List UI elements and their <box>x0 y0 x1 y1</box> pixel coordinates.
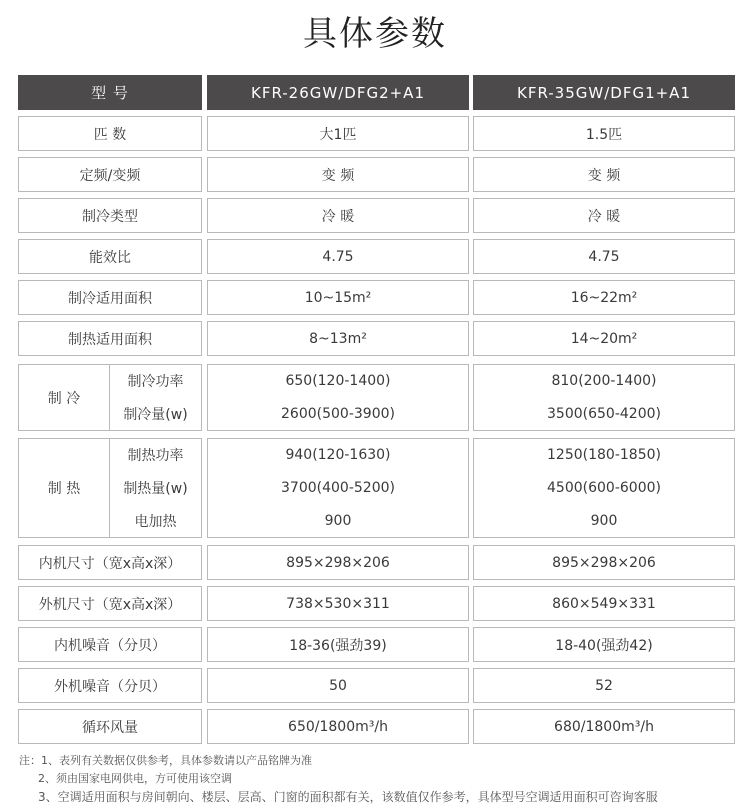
heating-group-label: 制 热 <box>18 438 110 538</box>
row-value-cool-area-a: 10~15m² <box>207 280 469 315</box>
row-value-type-a: 冷 暖 <box>207 198 469 233</box>
cooling-capacity-b: 3500(650-4200) <box>473 397 735 431</box>
row-label-outdoor-noise: 外机噪音（分贝） <box>18 668 202 703</box>
row-label-airflow: 循环风量 <box>18 709 202 744</box>
row-value-heat-area-a: 8~13m² <box>207 321 469 356</box>
heating-power-label: 制热功率 <box>109 438 202 472</box>
footnote-3: 3、空调适用面积与房间朝向、楼层、层高、门窗的面积都有关，该数值仅作参考，具体型号空调适用面积可咨询客服 <box>38 790 658 804</box>
cooling-capacity-a: 2600(500-3900) <box>207 397 469 431</box>
heating-power-a: 940(120-1630) <box>207 438 469 472</box>
row-value-heat-area-b: 14~20m² <box>473 321 735 356</box>
heating-capacity-label: 制热量(w) <box>109 471 202 505</box>
row-label-cool-area: 制冷适用面积 <box>18 280 202 315</box>
heating-electric-label: 电加热 <box>109 504 202 538</box>
heating-electric-a: 900 <box>207 504 469 538</box>
row-value-horsepower-b: 1.5匹 <box>473 116 735 151</box>
heating-capacity-a: 3700(400-5200) <box>207 471 469 505</box>
row-label-horsepower: 匹 数 <box>18 116 202 151</box>
cooling-power-label: 制冷功率 <box>109 364 202 398</box>
row-label-type: 制冷类型 <box>18 198 202 233</box>
row-value-indoor-noise-a: 18-36(强劲39) <box>207 627 469 662</box>
row-value-outdoor-noise-b: 52 <box>473 668 735 703</box>
row-value-outdoor-noise-a: 50 <box>207 668 469 703</box>
footnote-2: 2、须由国家电网供电，方可使用该空调 <box>38 772 232 785</box>
header-label: 型 号 <box>18 75 202 110</box>
header-model-a: KFR-26GW/DFG2+A1 <box>207 75 469 110</box>
row-label-indoor-size: 内机尺寸（宽x高x深） <box>18 545 202 580</box>
row-value-freq-a: 变 频 <box>207 157 469 192</box>
row-value-type-b: 冷 暖 <box>473 198 735 233</box>
footnotes <box>19 752 658 806</box>
row-value-horsepower-a: 大1匹 <box>207 116 469 151</box>
row-value-freq-b: 变 频 <box>473 157 735 192</box>
row-value-indoor-noise-b: 18-40(强劲42) <box>473 627 735 662</box>
row-value-airflow-a: 650/1800m³/h <box>207 709 469 744</box>
page-title: 具体参数 <box>303 14 447 54</box>
heating-electric-b: 900 <box>473 504 735 538</box>
heating-capacity-b: 4500(600-6000) <box>473 471 735 505</box>
cooling-capacity-label: 制冷量(w) <box>109 397 202 431</box>
row-value-indoor-size-b: 895×298×206 <box>473 545 735 580</box>
header-model-b: KFR-35GW/DFG1+A1 <box>473 75 735 110</box>
row-value-eer-b: 4.75 <box>473 239 735 274</box>
row-value-cool-area-b: 16~22m² <box>473 280 735 315</box>
row-value-airflow-b: 680/1800m³/h <box>473 709 735 744</box>
row-label-heat-area: 制热适用面积 <box>18 321 202 356</box>
row-label-indoor-noise: 内机噪音（分贝） <box>18 627 202 662</box>
heating-power-b: 1250(180-1850) <box>473 438 735 472</box>
row-label-eer: 能效比 <box>18 239 202 274</box>
cooling-group-label: 制 冷 <box>18 364 110 431</box>
row-value-indoor-size-a: 895×298×206 <box>207 545 469 580</box>
row-value-outdoor-size-a: 738×530×311 <box>207 586 469 621</box>
cooling-power-b: 810(200-1400) <box>473 364 735 398</box>
cooling-power-a: 650(120-1400) <box>207 364 469 398</box>
footnote-1: 注：1、表列有关数据仅供参考，具体参数请以产品铭牌为准 <box>19 754 312 767</box>
row-value-outdoor-size-b: 860×549×331 <box>473 586 735 621</box>
row-label-outdoor-size: 外机尺寸（宽x高x深） <box>18 586 202 621</box>
row-label-freq: 定频/变频 <box>18 157 202 192</box>
row-value-eer-a: 4.75 <box>207 239 469 274</box>
